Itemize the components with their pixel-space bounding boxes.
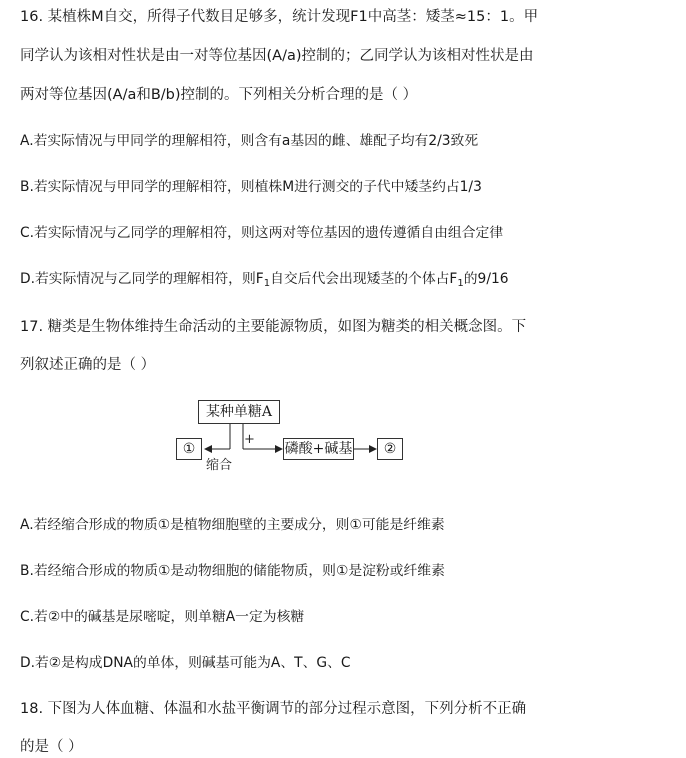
product2-box: ② xyxy=(377,438,403,460)
q17-option-a: A.若经缩合形成的物质①是植物细胞壁的主要成分，则①可能是纤维素 xyxy=(20,517,445,533)
q16-option-b: B.若实际情况与甲同学的理解相符，则植株M进行测交的子代中矮茎约占1/3 xyxy=(20,179,482,195)
q16-option-c: C.若实际情况与乙同学的理解相符，则这两对等位基因的遗传遵循自由组合定律 xyxy=(20,225,504,241)
monosaccharide-a-box: 某种单糖A xyxy=(198,400,280,424)
q18-stem-line2: 的是（ ） xyxy=(20,739,83,755)
q17-option-b: B.若经缩合形成的物质①是动物细胞的储能物质，则①是淀粉或纤维素 xyxy=(20,563,445,579)
product1-box: ① xyxy=(176,438,202,460)
q16-option-d-text3: 的9/16 xyxy=(463,271,509,287)
q18-stem-line1: 18. 下图为人体血糖、体温和水盐平衡调节的部分过程示意图，下列分析不正确 xyxy=(20,701,527,717)
sugar-concept-diagram xyxy=(170,394,420,474)
plus-label: + xyxy=(244,432,255,447)
q16-option-d-text1: D.若实际情况与乙同学的理解相符，则F xyxy=(20,271,264,287)
q17-option-c: C.若②中的碱基是尿嘧啶，则单糖A一定为核糖 xyxy=(20,609,305,625)
condense-label: 缩合 xyxy=(206,458,233,473)
q16-option-d-subscript1: 1 xyxy=(263,278,271,289)
q16-stem-line3: 两对等位基因(A/a和B/b)控制的。下列相关分析合理的是（ ） xyxy=(20,87,418,103)
q17-option-d: D.若②是构成DNA的单体，则碱基可能为A、T、G、C xyxy=(20,655,351,671)
q16-option-d-text2: 自交后代会出现矮茎的个体占F xyxy=(270,271,458,287)
q16-option-a: A.若实际情况与甲同学的理解相符，则含有a基因的雌、雄配子均有2/3致死 xyxy=(20,133,479,149)
q16-option-d-subscript2: 1 xyxy=(457,278,464,289)
q16-option-d xyxy=(20,270,509,293)
q17-stem-line1: 17. 糖类是生物体维持生命活动的主要能源物质，如图为糖类的相关概念图。下 xyxy=(20,319,527,335)
phosphate-base-box: 磷酸+碱基 xyxy=(283,438,354,460)
q16-stem-line2: 同学认为该相对性状是由一对等位基因(A/a)控制的；乙同学认为该相对性状是由 xyxy=(20,48,534,64)
q16-stem-line1: 16. 某植株M自交，所得子代数目足够多，统计发现F1中高茎：矮茎≈15：1。甲 xyxy=(20,9,539,25)
q17-stem-line2: 列叙述正确的是（ ） xyxy=(20,357,156,373)
